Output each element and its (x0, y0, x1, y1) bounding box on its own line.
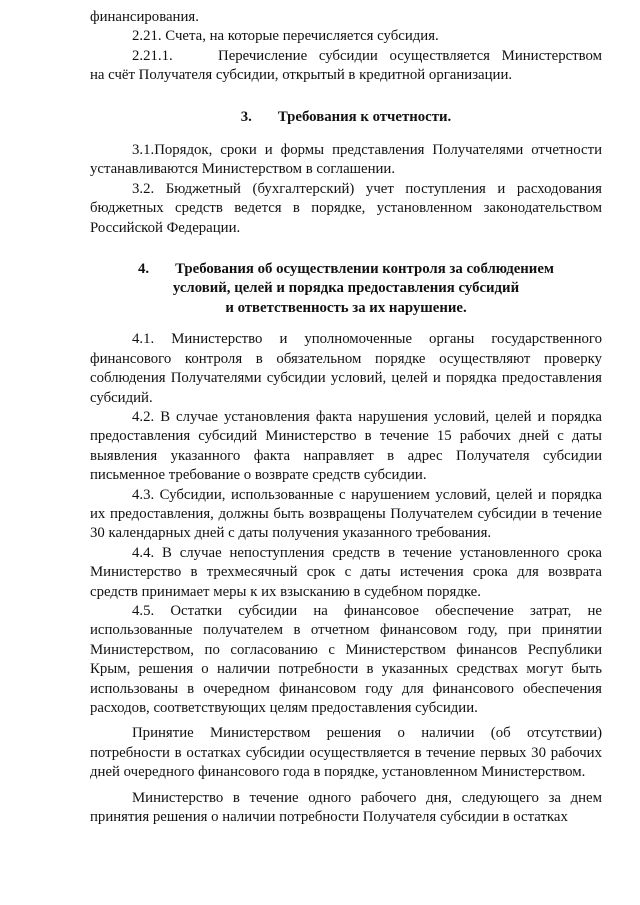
paragraph-2-21-1-cont: на счёт Получателя субсидии, открытый в кредитной организации. (90, 67, 513, 84)
paragraph-4-1: 4.1. Министерство и уполномоченные органы государственного финансового контроля в обязательном порядке осуществляют проверку соблюдения Получателями субсидии условий, целей и порядка предоставления субсидий. (90, 331, 602, 406)
text-line-financing: финансирования. (90, 9, 199, 25)
paragraph-4-3: 4.3. Субсидии, использованные с нарушением условий, целей и порядка их предоставления, должны быть возвращены Получателем субсидии в течение 30 календарных дней с даты получения указанного требования. (90, 486, 602, 542)
paragraph-2-21: 2.21. Счета, на которые перечисляется субсидия. (132, 28, 439, 45)
section-3-number: 3. (240, 108, 252, 125)
section-4-title-line-3: и ответственность за их нарушение. (225, 299, 467, 316)
section-4-title-line-2: условий, целей и порядка предоставления субсидий (172, 280, 520, 297)
paragraph-4-2: 4.2. В случае установления факта нарушения условий, целей и порядка предоставления субсидий Министерство в течение 15 рабочих дней с даты выявления указанного факта направляет в адрес Получателя субсидии письменное требование о возврате средств субсидии. (90, 408, 602, 484)
section-3-title: Требования к отчетности. (277, 108, 452, 125)
section-4-heading (90, 260, 602, 318)
paragraph-2-21-1-lead: Перечисление субсидии осуществляется Министерством (218, 47, 602, 64)
section-4-number: 4. (138, 261, 150, 278)
section-3-heading (90, 108, 602, 127)
section-4-title-line-1: 4. Требования об осуществлении контроля за соблюдением (138, 261, 554, 278)
paragraph-4-4: 4.4. В случае непоступления средств в течение установленного срока Министерство в трехмесячный срок с даты истечения срока для возврата средств принимает меры к их взысканию в судебном порядке. (90, 544, 602, 600)
paragraph-4-5: 4.5. Остатки субсидии на финансовое обеспечение затрат, не использованные получателем в отчетном финансовом году, при принятии Министерством, по согласованию с Министерством финансов Республики Крым, решения о наличии потребности в указанных средствах могут быть использованы в очередном финансовом году для финансового обеспечения расходов, соответствующих целям предоставления субсидии. (90, 602, 602, 716)
paragraph-3-2: 3.2. Бюджетный (бухгалтерский) учет поступления и расходования бюджетных средств ведется в порядке, установленном законодательством Российской Федерации. (90, 180, 602, 236)
paragraph-4-5-decision: Принятие Министерством решения о наличии (об отсутствии) потребности в остатках субсидии осуществляется в течение первых 30 рабочих дней очередного финансового года в порядке, установленном Министерством. (90, 725, 602, 781)
paragraph-4-5-ministry: Министерство в течение одного рабочего дня, следующего за днем принятия решения о наличии потребности Получателя субсидии в остатках (90, 789, 602, 826)
paragraph-2-21-1-first-line (90, 47, 602, 66)
paragraph-2-21-1-number: 2.21.1. (132, 47, 173, 64)
paragraph-3-1: 3.1.Порядок, сроки и формы представления Получателями отчетности устанавливаются Министерством в соглашении. (90, 142, 602, 178)
